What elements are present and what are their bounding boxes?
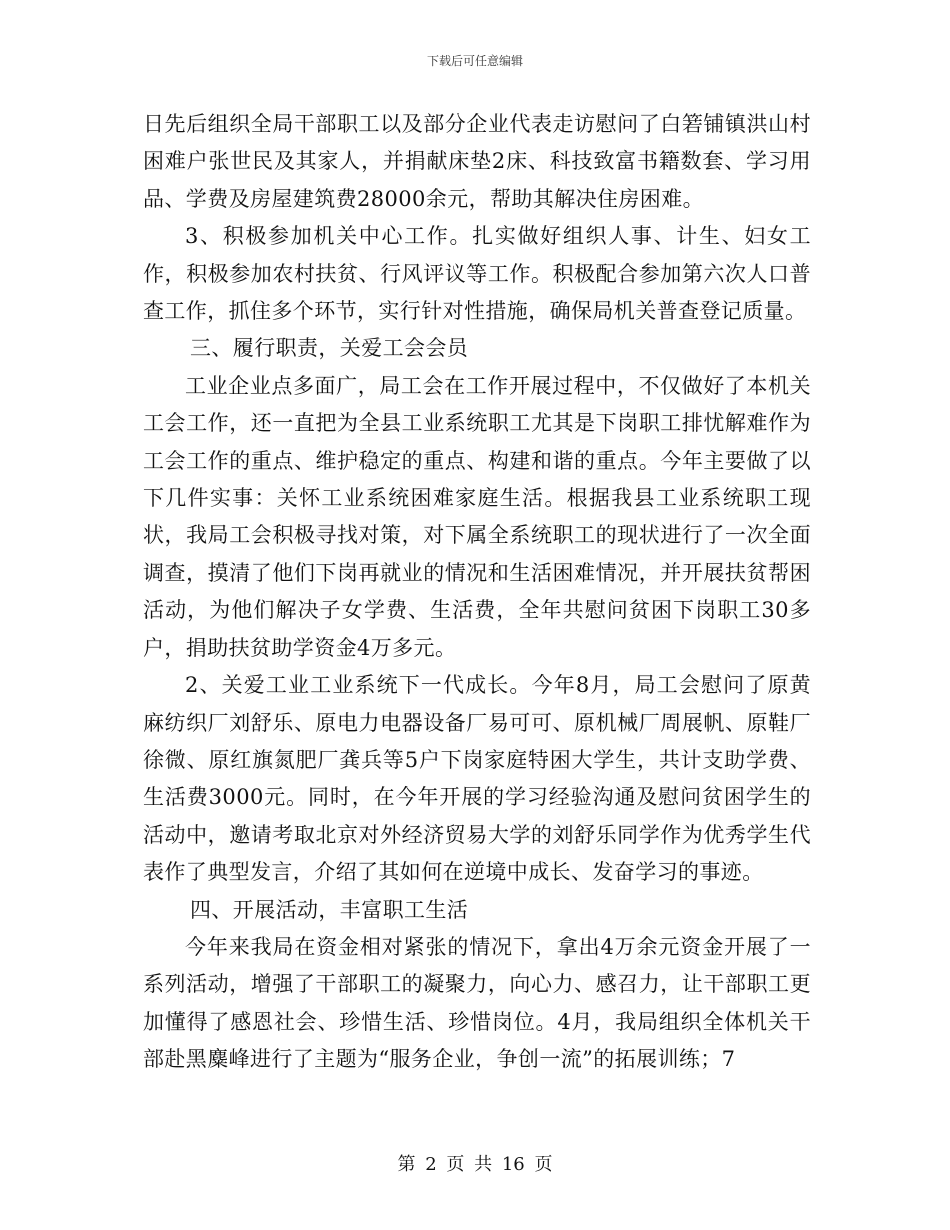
paragraph-4: 2、关爱工业工业系统下一代成长。今年8月，局工会慰问了原黄麻纺织厂刘舒乐、原电力电器设备厂易可可、原机械厂周展帆、原鞋厂徐微、原红旗氮肥厂龚兵等5户下岗家庭特困大学生，共计支助学费、生活费3000元。同时，在今年开展的学习经验沟通及慰问贫困学生的活动中，邀请考取北京对外经济贸易大学的刘舒乐同学作为优秀学生代表作了典型发言，介绍了其如何在逆境中成长、发奋学习的事迹。 xyxy=(143,673,811,885)
paragraph-2: 3、积极参加机关中心工作。扎实做好组织人事、计生、妇女工作，积极参加农村扶贫、行风评议等工作。积极配合参加第六次人口普查工作，抓住多个环节，实行针对性措施，确保局机关普查登记质量。 xyxy=(143,224,811,324)
section-heading-4: 四、开展活动，丰富职工生活 xyxy=(190,897,469,922)
paragraph-5: 今年来我局在资金相对紧张的情况下，拿出4万余元资金开展了一系列活动，增强了干部职工的凝聚力，向心力、感召力，让干部职工更加懂得了感恩社会、珍惜生活、珍惜岗位。4月，我局组织全体机关干部赴黑麋峰进行了主题为“服务企业，争创一流”的拓展训练；7 xyxy=(143,934,811,1072)
page-footer: 第 2 页 共 16 页 xyxy=(397,1154,553,1175)
page-header: 下载后可任意编辑 xyxy=(426,54,523,68)
document-body xyxy=(143,106,811,1079)
paragraph-3: 工业企业点多面广，局工会在工作开展过程中，不仅做好了本机关工会工作，还一直把为全县工业系统职工尤其是下岗职工排忧解难作为工会工作的重点、维护稳定的重点、构建和谐的重点。今年主要做了以下几件实事：关怀工业系统困难家庭生活。根据我县工业系统职工现状，我局工会积极寻找对策，对下属全系统职工的现状进行了一次全面调查，摸清了他们下岗再就业的情况和生活困难情况，并开展扶贫帮困活动，为他们解决子女学费、生活费，全年共慰问贫困下岗职工30多户，捐助扶贫助学资金4万多元。 xyxy=(143,373,811,660)
section-heading-3: 三、履行职责，关爱工会会员 xyxy=(190,336,469,361)
paragraph-1: 日先后组织全局干部职工以及部分企业代表走访慰问了白箬铺镇洪山村困难户张世民及其家人，并捐献床垫2床、科技致富书籍数套、学习用品、学费及房屋建筑费28000余元，帮助其解决住房困难。 xyxy=(143,112,811,211)
